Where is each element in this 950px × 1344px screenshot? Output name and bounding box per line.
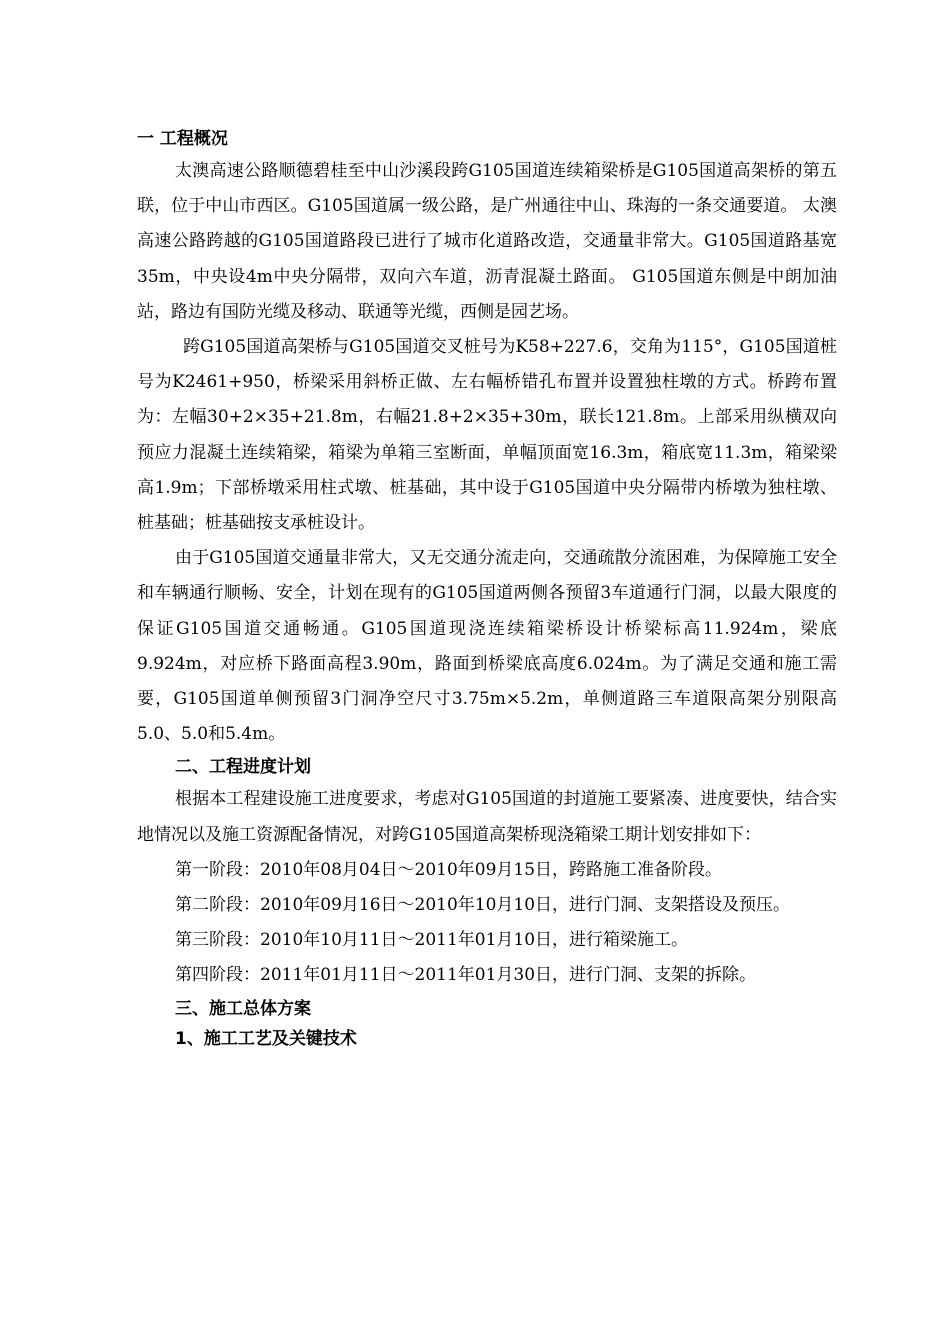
- schedule-stage-3: 第三阶段：2010年10月11日～2011年01月10日，进行箱梁施工。: [175, 930, 689, 951]
- schedule-paragraph: 根据本工程建设施工进度要求，考虑对G105国道的封道施工要紧凑、进度要快，结合实地情况以及施工资源配备情况，对跨G105国道高架桥现浇箱梁工期计划安排如下：: [137, 789, 837, 845]
- section-heading-overview: 一 工程概况: [137, 129, 228, 149]
- schedule-stage-2: 第二阶段：2010年09月16日～2010年10月10日，进行门洞、支架搭设及预压。: [175, 895, 791, 916]
- overview-paragraph-2: 跨G105国道高架桥与G105国道交叉桩号为K58+227.6，交角为115°，G105国道桩号为K2461+950，桥梁采用斜桥正做、左右幅桥错孔布置并设置独柱墩的方式。桥跨布置为：左幅30+2×35+21.8m，右幅21.8+2×35+30m，联长121.8m。上部采用纵横双向预应力混凝土连续箱梁，箱梁为单箱三室断面，单幅顶面宽16.3m，箱底宽11.3m，箱梁梁高1.9m；下部桥墩采用柱式墩、桩基础，其中设于G105国道中央分隔带内桥墩为独柱墩、桩基础；桩基础按支承桩设计。: [137, 337, 837, 534]
- schedule-stage-1: 第一阶段：2010年08月04日～2010年09月15日，跨路施工准备阶段。: [175, 859, 723, 880]
- subsection-heading-techniques: 1、施工工艺及关键技术: [175, 1028, 357, 1049]
- section-heading-schedule: 二、工程进度计划: [175, 757, 311, 778]
- schedule-stage-4: 第四阶段：2011年01月11日～2011年01月30日，进行门洞、支架的拆除。: [175, 965, 757, 986]
- overview-paragraph-1: 太澳高速公路顺德碧桂至中山沙溪段跨G105国道连续箱梁桥是G105国道高架桥的第五联，位于中山市西区。G105国道属一级公路，是广州通往中山、珠海的一条交通要道。 太澳高速公路跨越的G105国道路段已进行了城市化道路改造，交通量非常大。G105国道路基宽35m，中央设4m中央分隔带，双向六车道，沥青混凝土路面。 G105国道东侧是中朗加油站，路边有国防光缆及移动、联通等光缆，西侧是园艺场。: [137, 161, 837, 322]
- overview-paragraph-3: 由于G105国道交通量非常大，又无交通分流走向，交通疏散分流困难，为保障施工安全和车辆通行顺畅、安全，计划在现有的G105国道两侧各预留3车道通行门洞，以最大限度的保证G105国道交通畅通。G105国道现浇连续箱梁桥设计桥梁标高11.924m，梁底9.924m，对应桥下路面高程3.90m，路面到桥梁底高度6.024m。为了满足交通和施工需要，G105国道单侧预留3门洞净空尺寸3.75m×5.2m，单侧道路三车道限高架分别限高5.0、5.0和5.4m。: [137, 548, 837, 745]
- section-heading-plan: 三、施工总体方案: [175, 998, 311, 1019]
- document-body: [137, 124, 837, 1054]
